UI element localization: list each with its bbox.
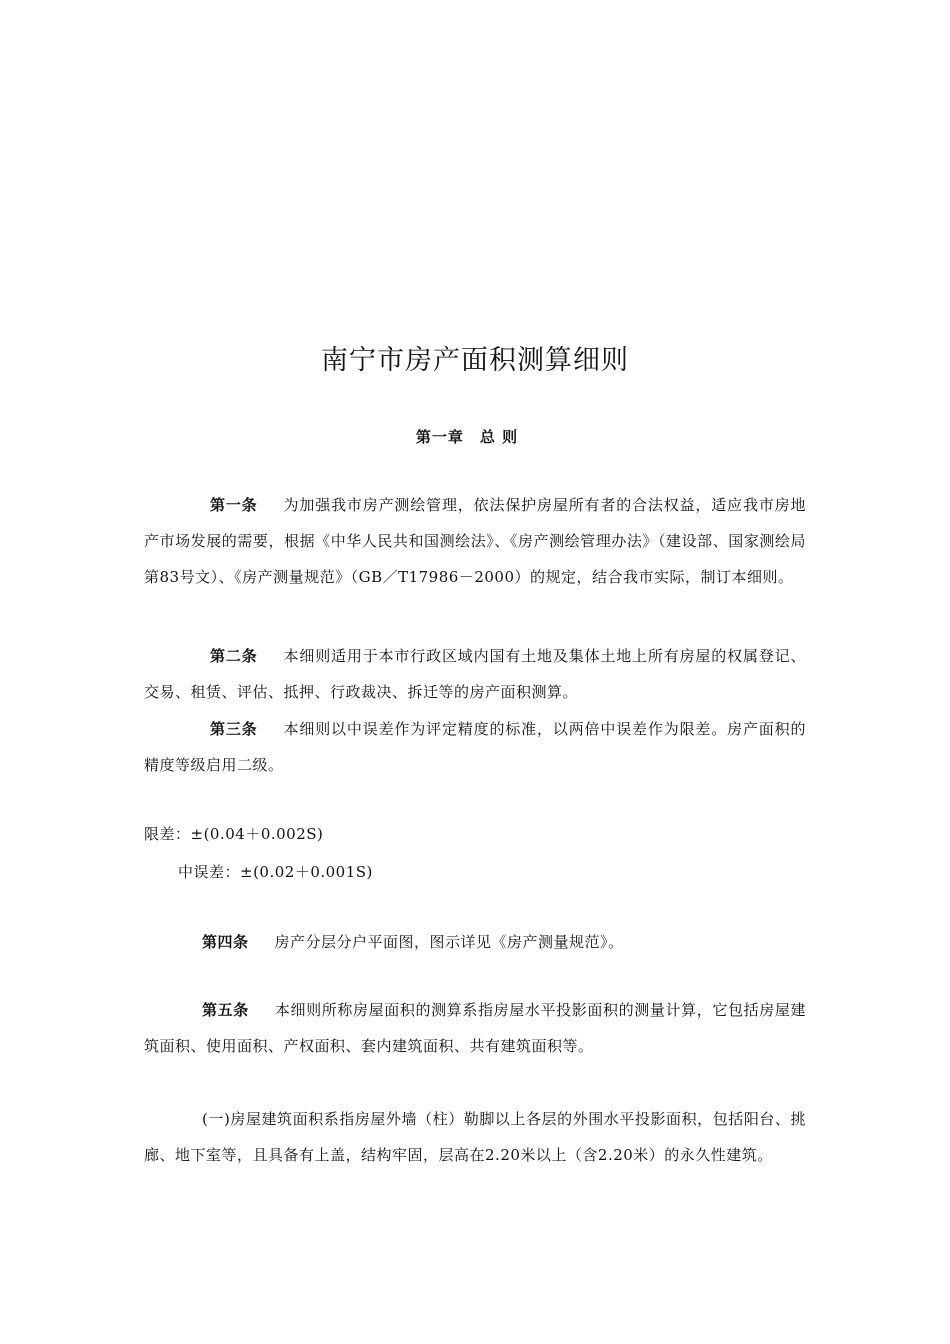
formula-standard-error: 中误差：±(0.02＋0.001S) — [178, 863, 373, 881]
article-2 — [144, 638, 806, 710]
article-1 — [144, 487, 806, 595]
article-label: 第三条 — [210, 720, 258, 738]
article-text: 房产分层分户平面图，图示详见《房产测量规范》。 — [274, 933, 624, 951]
chapter-name: 总 则 — [479, 428, 519, 446]
article-text: 为加强我市房产测绘管理，依法保护房屋所有者的合法权益，适应我市房地产市场发展的需要，根据《中华人民共和国测绘法》、《房产测绘管理办法》（建设部、国家测绘局第83号文）、《房产测量规范》（GB／T17986－2000）的规定，结合我市实际，制订本细则。 — [144, 496, 806, 586]
chapter-heading — [0, 426, 950, 447]
article-5 — [144, 992, 806, 1064]
article-4 — [144, 924, 806, 960]
item-one: (一)房屋建筑面积系指房屋外墙（柱）勒脚以上各层的外围水平投影面积，包括阳台、挑廊、地下室等，且具备有上盖，结构牢固，层高在2.20米以上（含2.20米）的永久性建筑。 — [144, 1110, 806, 1164]
article-text: 本细则适用于本市行政区域内国有土地及集体土地上所有房屋的权属登记、交易、租赁、评估、抵押、行政裁决、拆迁等的房产面积测算。 — [144, 647, 806, 701]
formula-limit: 限差：±(0.04＋0.002S) — [144, 825, 324, 843]
article-label: 第五条 — [202, 1001, 249, 1019]
article-label: 第四条 — [202, 933, 249, 951]
article-text: 本细则所称房屋面积的测算系指房屋水平投影面积的测量计算，它包括房屋建筑面积、使用面积、产权面积、套内建筑面积、共有建筑面积等。 — [144, 1001, 806, 1055]
article-3 — [144, 711, 806, 783]
chapter-number: 第一章 — [415, 428, 464, 446]
article-label: 第一条 — [210, 496, 258, 514]
article-label: 第二条 — [210, 647, 258, 665]
article-text: 本细则以中误差作为评定精度的标准，以两倍中误差作为限差。房产面积的精度等级启用二级。 — [144, 720, 806, 774]
document-title: 南宁市房产面积测算细则 — [321, 345, 629, 376]
